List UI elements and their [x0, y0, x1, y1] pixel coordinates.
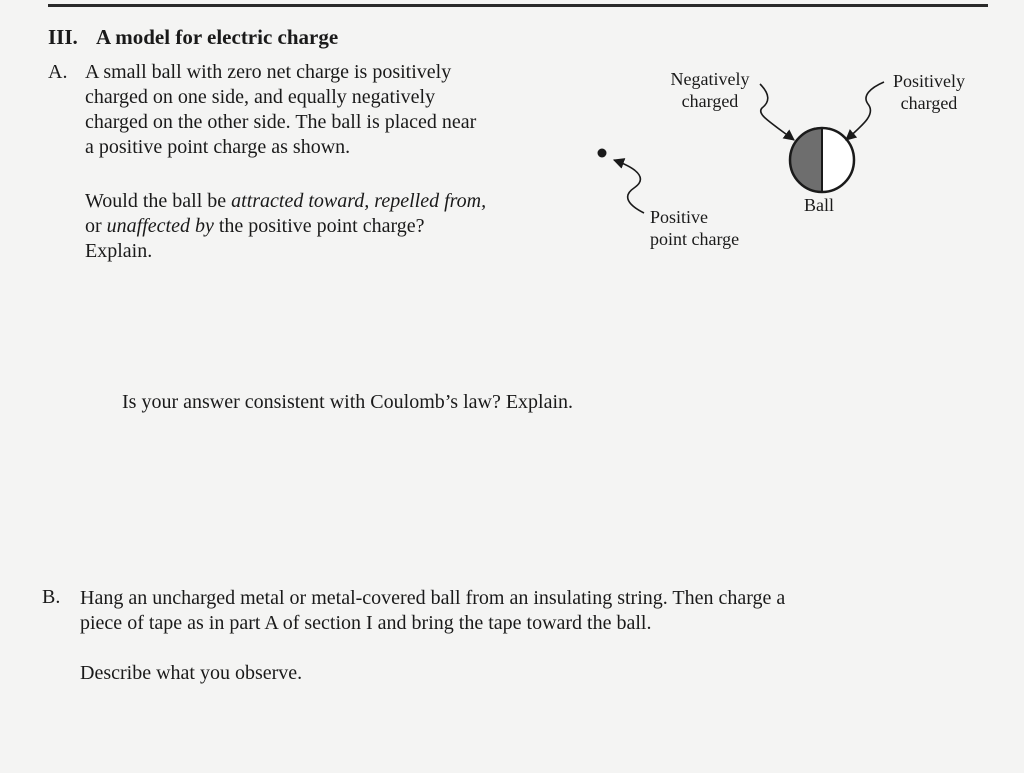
- section-numeral: III.: [48, 25, 78, 49]
- question-line-1: Would the ball be attracted toward, repelled from,: [85, 190, 487, 212]
- part-a-letter: A.: [48, 61, 68, 83]
- label-negatively-charged: Negatively charged: [670, 69, 750, 111]
- label-point-charge: Positive point charge: [650, 207, 740, 249]
- part-a-line-3: charged on the other side. The ball is placed near: [85, 111, 477, 133]
- part-a-line-1: A small ball with zero net charge is positively: [85, 61, 452, 83]
- top-rule: [48, 4, 988, 7]
- part-b-letter: B.: [42, 586, 61, 608]
- part-b-line-1: Hang an uncharged metal or metal-covered ball from an insulating string. Then charge a: [80, 587, 786, 609]
- point-charge-dot: [598, 149, 607, 158]
- part-b-prompt: Describe what you observe.: [80, 662, 303, 684]
- part-a-line-4: a positive point charge as shown.: [85, 136, 351, 158]
- negative-leader: [760, 84, 794, 140]
- label-ball: Ball: [804, 195, 834, 215]
- label-positively-charged: Positively charged: [892, 71, 965, 113]
- section-title: A model for electric charge: [96, 25, 339, 49]
- question-line-2: or unaffected by the positive point charge?: [85, 215, 425, 237]
- coulomb-question: Is your answer consistent with Coulomb’s law? Explain.: [122, 391, 574, 413]
- point-charge-leader: [614, 160, 644, 213]
- question-line-3: Explain.: [85, 240, 153, 262]
- part-b-line-2: piece of tape as in part A of section I and bring the tape toward the ball.: [80, 612, 652, 634]
- part-a-line-2: charged on one side, and equally negatively: [85, 86, 436, 108]
- ball-icon: [790, 128, 854, 192]
